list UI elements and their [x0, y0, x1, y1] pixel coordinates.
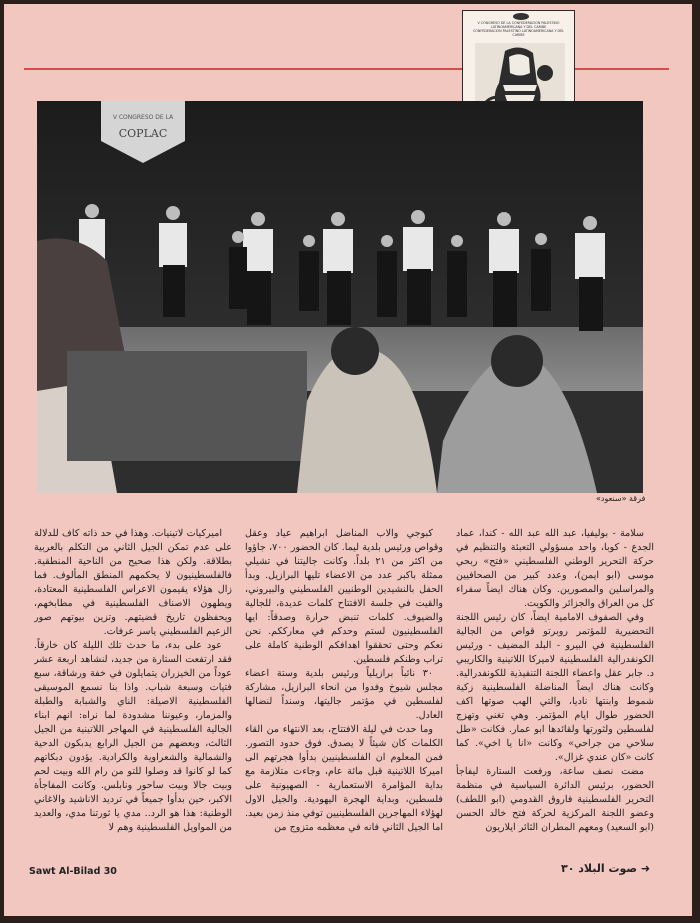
footer-arabic-text: صوت البلاد ٣٠	[561, 862, 638, 875]
paragraph: مضت نصف ساعة، ورفعت الستارة ليفاجأ الحضور، برئيس الدائرة السياسية في منظمة التحرير الفلسطينية فاروق القدومي (ابو اللطف) وعضو اللجنة المركزية لحركة فتح خالد الحسن (ابو السعيد) ومعهم المطران الثائر ايلاريون	[456, 766, 654, 833]
footer-page-label-latin: Sawt Al-Bilad 30	[29, 866, 117, 877]
magazine-page	[4, 4, 692, 916]
dance-troupe-photo-icon	[37, 101, 643, 493]
stage-photo	[37, 101, 643, 493]
footer-page-label-arabic	[561, 862, 650, 875]
article-column-middle	[245, 527, 443, 867]
paragraph: وما حدث في ليلة الافتتاح، بعد الانتهاء من القاء الكلمات كان شيئاً لا يصدق. فوق حدود التصور. فمن المعلوم ان الفلسطينيين بدأوا هجرتهم الى اميركا اللاتينية قبل مائة عام، وجاءت متلازمة مع بداية المؤامرة الاستعمارية - الصهيونية على فلسطين، وبداية الهجرة اليهودية. والجيل الاول لهؤلاء المهاجرين الفلسطينيين توفي منذ زمن بعيد. اما الجيل الثاني فانه في معظمه متزوج من	[245, 724, 443, 833]
photo-caption: فرقة «سنعود»	[596, 494, 646, 503]
article-column-left	[34, 527, 232, 867]
paragraph: وفي الصفوف الامامية ايضاً، كان رئيس اللجنة التحضيرية للمؤتمر روبرتو قواص من الجالية الفلسطينية في البيرو - البلد المضيف - ورئيس الكونفدرالية الفلسطينية لاميركا اللاتينية والكاريبي د. جابر عقل واعضاء اللجنة التنفيذية للكونفدرالية. وكانت هناك ايضاً المناضلة الفلسطينية زكية شموط وابنتها ناديا، والتي الهب صوتها اكف الحضور طوال ايام المؤتمر. وهي تغني وتهزج لفلسطين ولثورتها ولقائدها ابو عمار. فكانت «طل سلاحي من جراحي» وكانت «انا يا اخي». كما كانت «كان عندي غزال».	[456, 612, 654, 763]
poster-header-line-1: V CONGRESO DE LA CONFEDERACION PALESTINO LATINOAMERICANA Y DEL CARIBE	[477, 21, 560, 30]
paragraph: عود على بدء، ما حدث تلك الليلة كان خارقاً. فقد ارتفعت الستارة من جديد، لنشاهد اربعة عشر عوداً من الخيزران يتمايلون في خفة ورشاقة، سبع فتيات وسبعة شباب. واذا بنا نسمع الموسيقى الفلسطينية الاصيلة: الناي والشبابة والطبلة والمزمار، وعيوننا مشدودة لما نراه: انهم ابناء الجالية الفلسطينية في المهاجر اللاتينية من الجيل الثالث، وبعضهم من الجيل الرابع يدبكون الدحية والشمالية والشعراوية والكرادية. يؤدون دبكاتهم كما لو كانوا قد وصلوا للتو من رام الله وبيت لحم وبيت جالا وبيت ساحور ونابلس. وكانت المفاجأة الاكبر، حين بدأوا جميعاً في ترديد الاناشيد والاغاني الوطنية: هذا هو الرد.. مدي يا ثورتنا مدي، والعديد من المواويل الفلسطينية وهم لا	[34, 640, 232, 833]
emblem-icon	[513, 13, 529, 20]
paragraph: اميركيات لاتينيات. وهذا في حد ذاته كاف للدلالة على عدم تمكن الجيل الثاني من التكلم بالعربية بطلاقة. ولكن هذا صحيح من الناحية المنطقية. فالفلسطينيون لا يحكمهم المنطق المألوف. فما زال هؤلاء يقيمون الاعراس الفلسطينية المعتادة، ويطهون الاصناف الفلسطينية في مطابخهم، ويحفظون تاريخ قضيتهم. وتزين بيوتهم صور الزعيم الفلسطيني ياسر عرفات.	[34, 528, 232, 637]
paragraph: كبوجي والاب المناضل ابراهيم عياد وعقل وقواص ورئيس بلدية ليما. كان الحضور ٧٠٠، جاؤوا من اكثر من ٢١ بلداً. وكانت جاليتنا في تشيلي ممثلة باكبر عدد من الاعضاء تليها البرازيل. وبدأ الحفل بالنشيدين الوطنيين الفلسطيني والبيروني، والقيت في جلسة الافتتاح كلمات عديدة، للجالية والضيوف. كلمات تنبض حرارة وصدقاً: ايها الفلسطينيون لستم وحدكم في معارككم. نحن نعكم وحتى تحققوا اهدافكم الوطنية كاملة على تراب وطنكم فلسطين.	[245, 528, 443, 665]
banner-line-1: V CONGRESO DE LA	[112, 114, 174, 121]
paragraph: ٣٠ نائباً برازيلياً ورئيس بلدية وستة اعضاء مجلس شيوخ وفدوا من انحاء البرازيل، مشاركة لفلسطين في مؤتمر جاليتها، وسنداً لنضالها العادل.	[245, 668, 443, 721]
banner-line-2: COPLAC	[118, 127, 168, 140]
paragraph: سلامة - بوليفيا، عبد الله عبد الله - كندا، عماد الجدع - كوبا، واحد مسؤولي التعبئة والتنظيم في حركة التحرير الوطني الفلسطيني «فتح» ربحي موسى (ابو ايمن)، وعدد كبير من الصحافيين والمراسلين والمصورين. وكان هناك ايضاً سفراء كل من العراق والجزائر والكويت.	[456, 528, 654, 609]
article-body	[31, 527, 657, 867]
poster-header-line-2: CONFEDERACION PALESTINO LATINOAMERICANA Y DEL CARIBE	[472, 29, 565, 38]
article-column-right	[456, 527, 654, 867]
arrow-left-icon: ➜	[640, 862, 651, 875]
